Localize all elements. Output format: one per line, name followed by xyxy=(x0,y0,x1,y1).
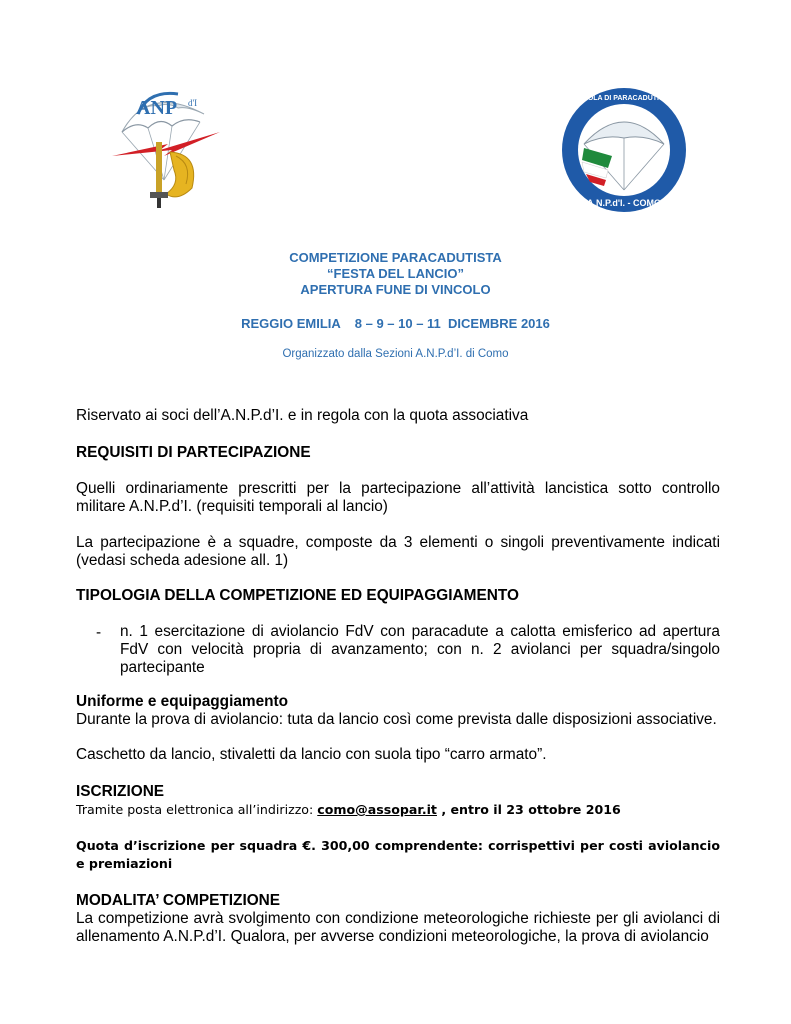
svg-text:d'I: d'I xyxy=(188,98,198,108)
subheading-uniforme: Uniforme e equipaggiamento xyxy=(76,693,289,710)
paragraph-requisiti-2: La partecipazione è a squadre, composte da 3 elementi o singoli preventivamente indicati (vedasi scheda adesione all. 1) xyxy=(76,534,720,569)
section-heading-requisiti: REQUISITI DI PARTECIPAZIONE xyxy=(76,444,311,461)
svg-text:SCUOLA DI PARACADUTISMO: SCUOLA DI PARACADUTISMO xyxy=(573,95,675,102)
iscrizione-prefix: Tramite posta elettronica all’indirizzo: xyxy=(76,802,318,817)
section-heading-tipologia: TIPOLOGIA DELLA COMPETIZIONE ED EQUIPAGGIAMENTO xyxy=(76,587,519,604)
svg-text:ANP: ANP xyxy=(136,97,178,119)
header-organizer: Organizzato dalla Sezioni A.N.P.d’I. di Como xyxy=(282,348,509,360)
reserved-text: Riservato ai soci dell’A.N.P.d’I. e in regola con la quota associativa xyxy=(76,407,529,424)
scuola-paracadutismo-logo-icon xyxy=(560,86,688,214)
paragraph-uniforme-1: Durante la prova di aviolancio: tuta da lancio così come prevista dalle disposizioni associative. xyxy=(76,711,717,728)
bullet-marker: - xyxy=(96,624,102,641)
bullet-text: n. 1 esercitazione di aviolancio FdV con paracadute a calotta emisferico ad apertura FdV con velocità propria di avanzamento; con n. 2 aviolanci per squadra/singolo partecipante xyxy=(120,623,720,676)
header-title-line3: APERTURA FUNE DI VINCOLO xyxy=(300,282,491,297)
paragraph-uniforme-2: Caschetto da lancio, stivaletti da lancio con suola tipo “carro armato”. xyxy=(76,746,547,763)
anpdi-logo-icon xyxy=(108,84,233,209)
header-dates: REGGIO EMILIA 8 – 9 – 10 – 11 DICEMBRE 2016 xyxy=(241,316,550,331)
iscrizione-deadline: , entro il 23 ottobre 2016 xyxy=(436,802,621,817)
email-link[interactable]: como@assopar.it xyxy=(317,802,437,817)
svg-text:A.N.P.d'I. - COMO: A.N.P.d'I. - COMO xyxy=(587,198,661,208)
header-title-line1: COMPETIZIONE PARACADUTISTA xyxy=(289,250,502,265)
paragraph-requisiti-1: Quelli ordinariamente prescritti per la partecipazione all’attività lancistica sotto controllo militare A.N.P.d’I. (requisiti temporali al lancio) xyxy=(76,480,720,515)
section-heading-iscrizione: ISCRIZIONE xyxy=(76,783,165,800)
header-title-line2: “FESTA DEL LANCIO” xyxy=(327,266,464,281)
quota-paragraph: Quota d’iscrizione per squadra €. 300,00 comprendente: corrispettivi per costi aviolancio e premiazioni xyxy=(76,838,720,871)
reserved-note xyxy=(76,407,720,425)
iscrizione-line xyxy=(76,801,720,819)
paragraph-modalita-1: La competizione avrà svolgimento con condizione meteorologiche richieste per gli aviolanci di allenamento A.N.P.d’I. Qualora, per avverse condizioni meteorologiche, la prova di aviolancio xyxy=(76,910,720,945)
section-heading-modalita: MODALITA’ COMPETIZIONE xyxy=(76,892,281,909)
